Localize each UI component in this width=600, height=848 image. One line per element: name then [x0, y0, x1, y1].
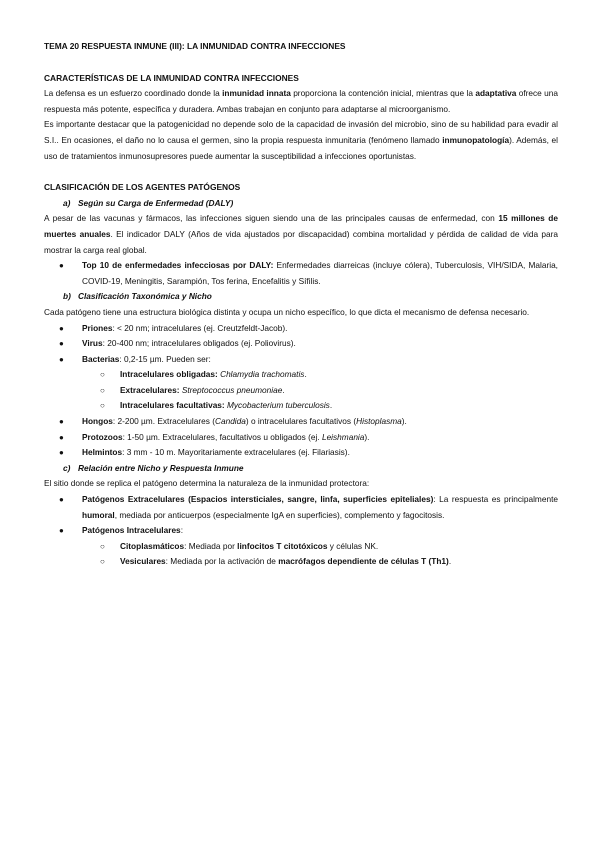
bullet-icon: ● [59, 526, 64, 536]
section-heading-caracteristicas: CARACTERÍSTICAS DE LA INMUNIDAD CONTRA INFECCIONES [44, 72, 299, 83]
paragraph-defensa: La defensa es un esfuerzo coordinado donde la inmunidad innata proporciona la contención inicial, mientras que la adaptativa ofrece una respuesta más potente, específica y duradera. Ambas trabajan en conjunto para adaptarse al microorganismo. [44, 88, 559, 114]
paragraph-nicho: El sitio donde se replica el patógeno determina la naturaleza de la inmunidad protectora: [44, 478, 370, 489]
list-item-priones: ● Priones: < 20 nm; intracelulares (ej. Creutzfeldt-Jacob). [44, 321, 558, 337]
bullet-icon: ● [59, 339, 64, 349]
subheading-nicho-respuesta: c) Relación entre Nicho y Respuesta Inmune [63, 462, 244, 473]
section-heading-clasificacion: CLASIFICACIÓN DE LOS AGENTES PATÓGENOS [44, 182, 241, 193]
subheading-daly: a) Según su Carga de Enfermedad (DALY) [63, 197, 234, 208]
paragraph-daly: A pesar de las vacunas y fármacos, las infecciones siguen siendo una de las principales causas de enfermedad, con 15 millones de muertes anuales. El indicador DALY (Años de vida ajustados por discapacidad) combina mortalidad y pérdida de calidad de vida para mostrar la carga real global. [44, 213, 558, 255]
list-item-top10: ● Top 10 de enfermedades infecciosas por DALY: Enfermedades diarreicas (incluye cólera), Tuberculosis, VIH/SIDA, Malaria, COVID-19, Meningitis, Sarampión, Tos ferina, Encefalitis y Sífilis. [59, 260, 558, 286]
circle-bullet-icon: ○ [100, 401, 105, 411]
list-item-hongos: ● Hongos: 2-200 µm. Extracelulares (Candida) o intracelulares facultativos (Histoplasma). [44, 414, 558, 430]
list-item-bacterias: ● Bacterias: 0,2-15 µm. Pueden ser: [44, 352, 558, 368]
circle-bullet-icon: ○ [100, 541, 105, 551]
circle-bullet-icon: ○ [100, 370, 105, 380]
circle-bullet-icon: ○ [100, 385, 105, 395]
list-item-intracelulares: ● Patógenos Intracelulares: [44, 523, 558, 539]
list-item-protozoos: ● Protozoos: 1-50 µm. Extracelulares, facultativos u obligados (ej. Leishmania). [44, 430, 558, 446]
paragraph-patogenicidad: Es importante destacar que la patogenicidad no depende solo de la capacidad de invasión del microbio, sino de su habilidad para evadir al S.I.. En ocasiones, el daño no lo causa el germen, sino la propia respuesta inmunitaria (fenómeno llamado inmunopatología). Además, el uso de tratamientos inmunosupresores puede aumentar la susceptibilidad a infecciones oportunistas. [44, 119, 559, 161]
sublist-item-intracelulares-obligadas: ○ Intracelulares obligadas: Chlamydia trachomatis. [44, 367, 558, 383]
sublist-item-citoplasmaticos: ○ Citoplasmáticos: Mediada por linfocitos T citotóxicos y células NK. [44, 539, 558, 555]
bullet-icon: ● [59, 448, 64, 458]
bullet-icon: ● [59, 432, 64, 442]
subheading-taxonomica: b) Clasificación Taxonómica y Nicho [63, 291, 212, 302]
bullet-icon: ● [59, 417, 64, 427]
bullet-icon: ● [59, 354, 64, 364]
sublist-item-extracelulares: ○ Extracelulares: Streptococcus pneumoniae. [44, 383, 558, 399]
bullet-icon: ● [59, 323, 64, 333]
list-item-virus: ● Virus: 20-400 nm; intracelulares obligados (ej. Poliovirus). [44, 336, 558, 352]
bullet-icon: ● [59, 261, 64, 271]
circle-bullet-icon: ○ [100, 557, 105, 567]
list-item-extracelulares: ● Patógenos Extracelulares (Espacios intersticiales, sangre, linfa, superficies epiteliales): La respuesta es principalmente humoral, mediada por anticuerpos (especialmente IgA en superficies), complemento y fagocitosis. [59, 494, 558, 520]
list-item-helmintos: ● Helmintos: 3 mm - 10 m. Mayoritariamente extracelulares (ej. Filariasis). [44, 445, 558, 461]
paragraph-taxonomica: Cada patógeno tiene una estructura biológica distinta y ocupa un nicho específico, lo que dicta el mecanismo de defensa necesario. [44, 306, 530, 317]
sublist-item-vesiculares: ○ Vesiculares: Mediada por la activación de macrófagos dependiente de células T (Th1). [44, 554, 558, 570]
document-title: TEMA 20 RESPUESTA INMUNE (III): LA INMUNIDAD CONTRA INFECCIONES [44, 41, 346, 51]
sublist-item-intracelulares-facultativas: ○ Intracelulares facultativas: Mycobacterium tuberculosis. [44, 398, 558, 414]
document-body [44, 39, 558, 570]
bullet-icon: ● [59, 495, 64, 505]
